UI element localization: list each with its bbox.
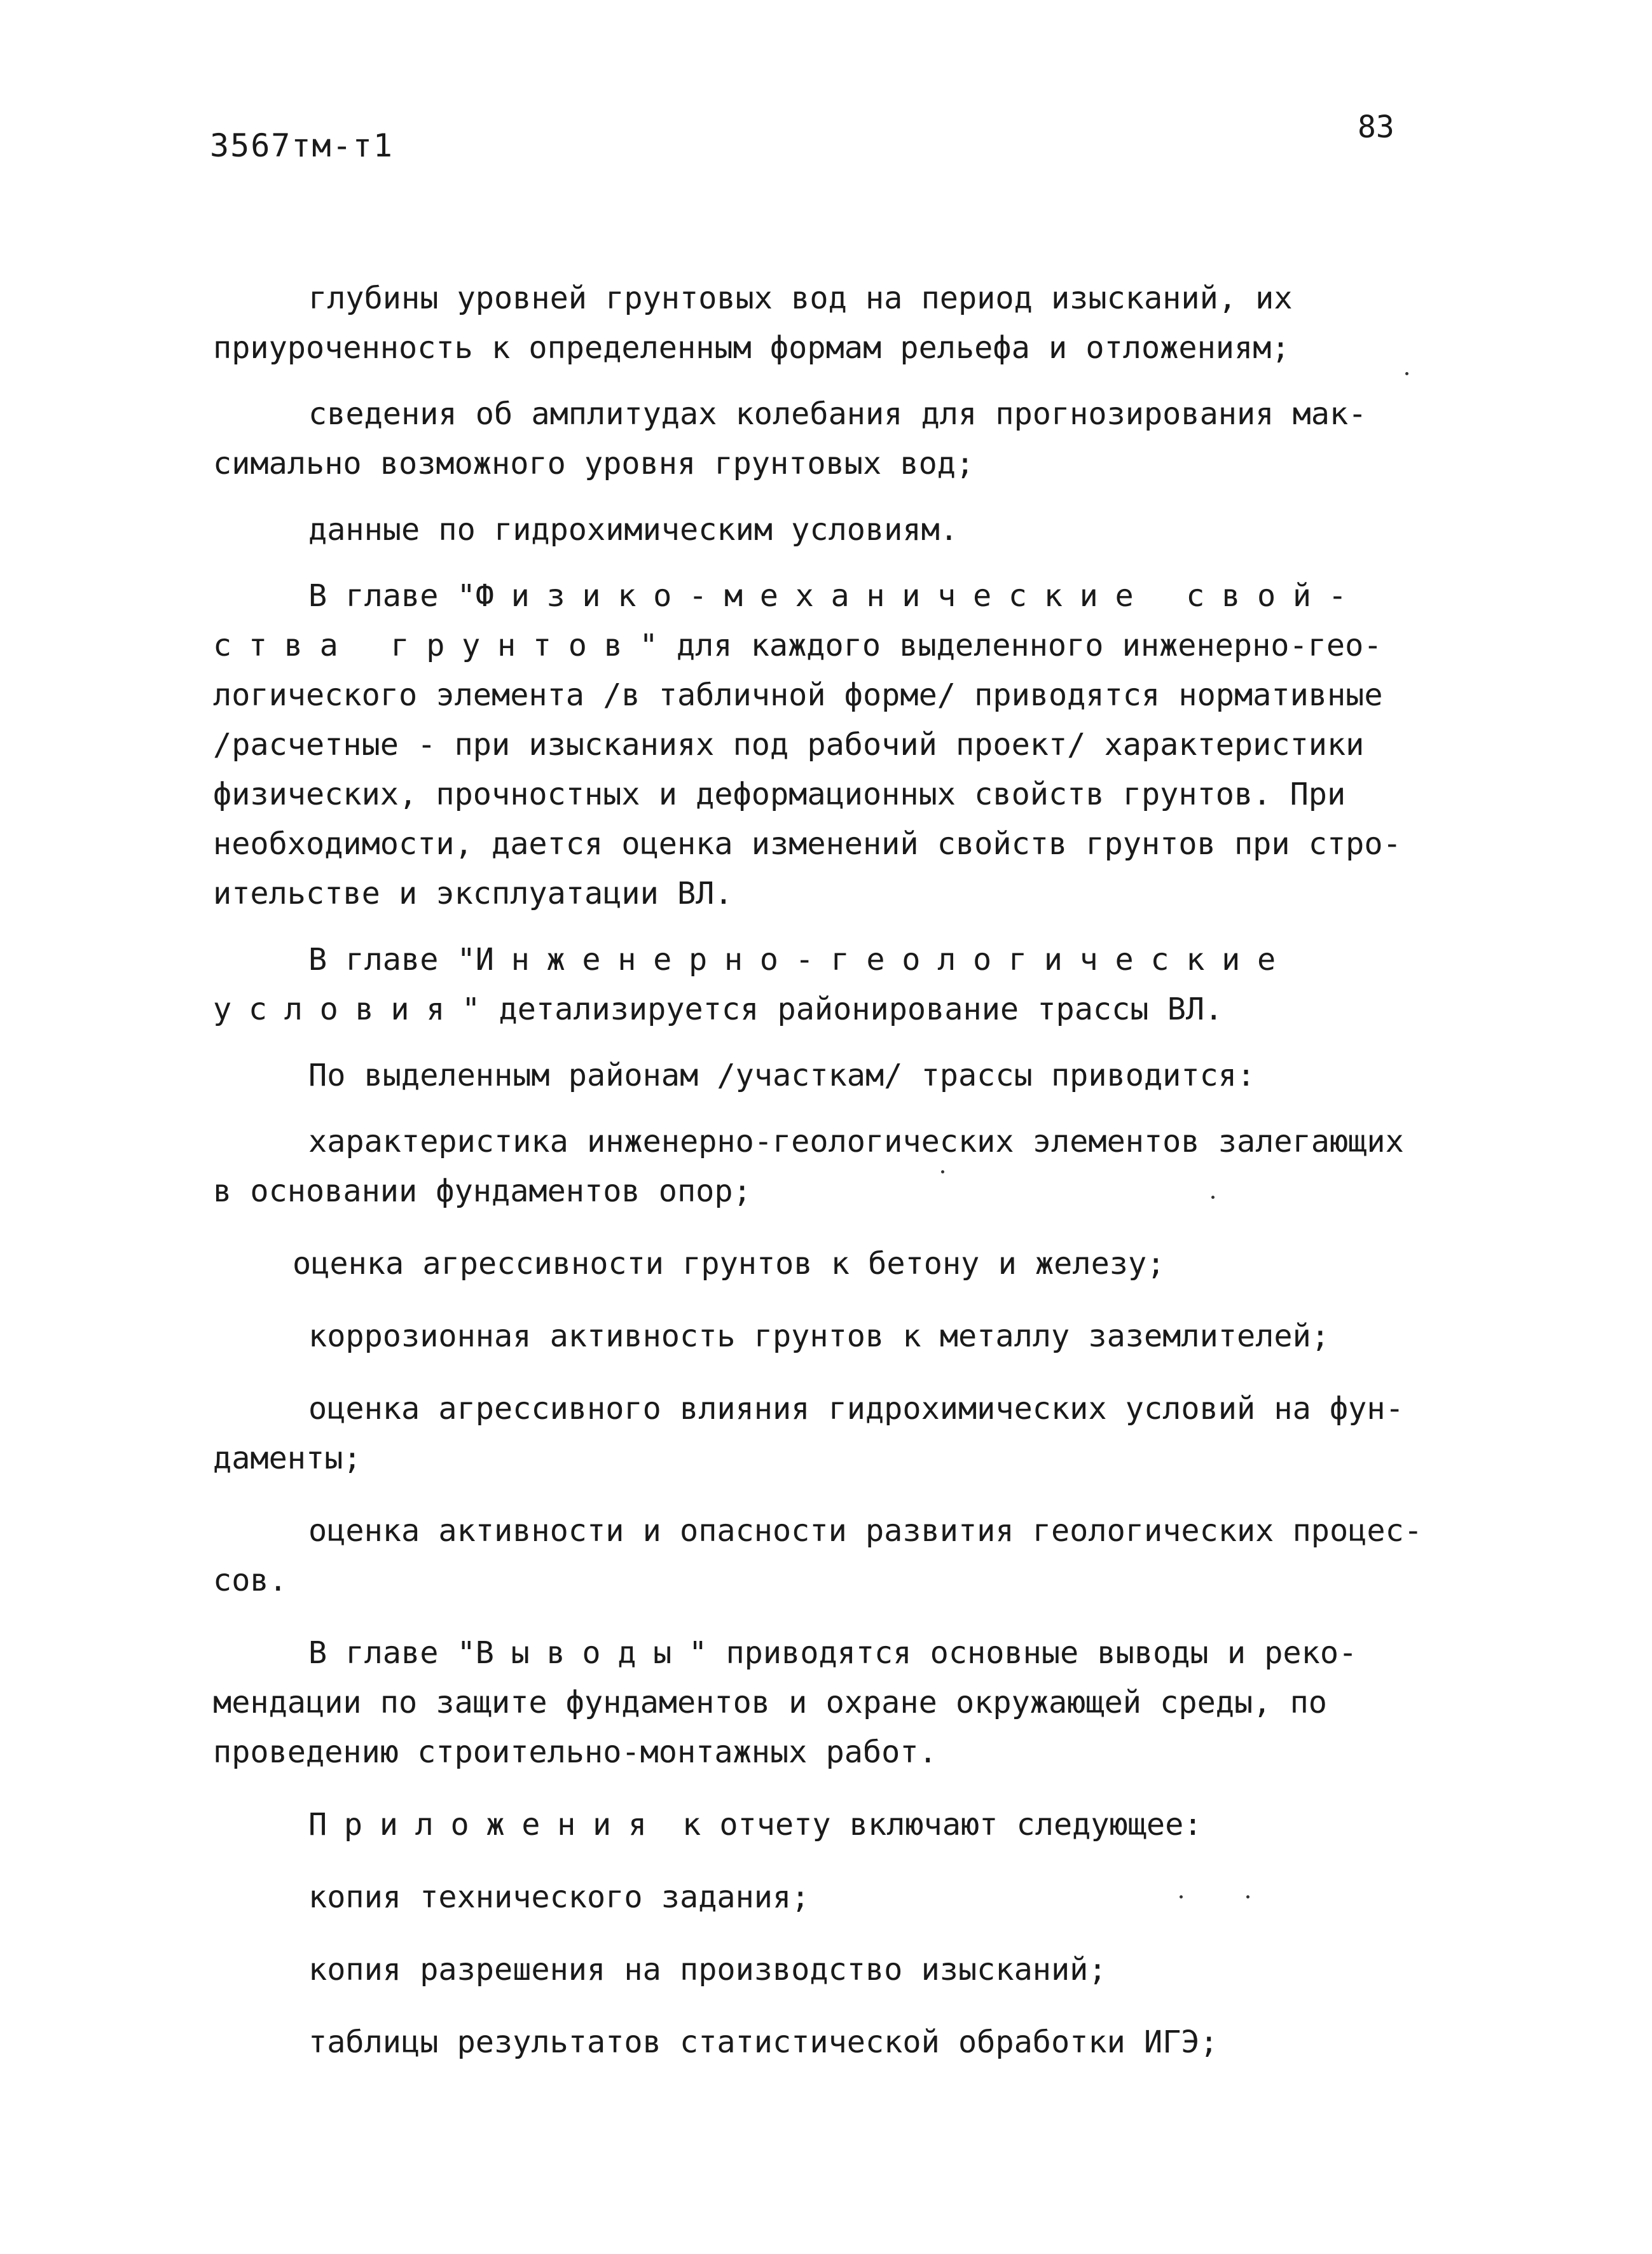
chapter-intro: В главе " <box>308 578 476 614</box>
chapter-title-spaced: условия <box>213 992 462 1027</box>
text-line <box>213 621 1478 670</box>
text-fragment: к отчету включают следующее: <box>663 1807 1202 1843</box>
scan-speck <box>1405 372 1408 375</box>
text-line: мендации по защите фундаментов и охране окружающей среды, по <box>213 1685 1327 1720</box>
text-line: копия разрешения на производство изысканий; <box>308 1952 1107 1988</box>
text-line: сведения об амплитудах колебания для прогнозирования мак- <box>308 396 1367 432</box>
chapter-intro: В главе " <box>308 942 476 978</box>
text-line <box>213 1800 1478 1850</box>
chapter-title-spaced: Физико-механические свой- <box>475 578 1364 614</box>
text-line: коррозионная активность грунтов к металлу заземлителей; <box>308 1318 1330 1354</box>
text-line: копия технического задания; <box>308 1879 810 1915</box>
scan-speck <box>941 1170 944 1173</box>
text-line: даменты; <box>213 1441 362 1476</box>
chapter-title-spaced: Инженерно-геологические <box>475 942 1293 978</box>
body-text <box>213 273 1478 2067</box>
text-fragment: " приводятся основные выводы и реко- <box>689 1635 1358 1671</box>
scan-speck <box>1180 1895 1183 1898</box>
text-line: логического элемента /в табличной форме/ приводятся нормативные <box>213 677 1383 713</box>
text-line <box>213 571 1478 621</box>
text-line: глубины уровней грунтовых вод на период изысканий, их <box>308 280 1293 316</box>
text-line: оценка агрессивного влияния гидрохимических условий на фун- <box>308 1391 1404 1427</box>
text-line: приуроченность к определенным формам рельефа и отложениям; <box>213 330 1290 366</box>
text-line <box>213 985 1478 1034</box>
chapter-title-spaced: ства грунтов <box>213 628 640 663</box>
text-line: симально возможного уровня грунтовых вод; <box>213 446 975 481</box>
text-fragment: " для каждого выделенного инженерно-гео- <box>639 628 1382 663</box>
text-fragment: " детализируется районирование трассы ВЛ. <box>462 992 1223 1027</box>
text-line: характеристика инженерно-геологических элементов залегающих <box>308 1124 1404 1159</box>
text-line: сов. <box>213 1563 287 1598</box>
scan-speck <box>1211 1196 1215 1199</box>
text-line: проведению строительно-монтажных работ. <box>213 1734 937 1770</box>
chapter-intro: В главе " <box>308 1635 476 1671</box>
text-line: данные по гидрохимическим условиям. <box>308 512 958 548</box>
scan-speck <box>1246 1895 1249 1898</box>
text-line: таблицы результатов статистической обработки ИГЭ; <box>308 2024 1218 2060</box>
text-line: /расчетные - при изысканиях под рабочий проект/ характеристики <box>213 727 1365 763</box>
text-line: По выделенным районам /участкам/ трассы приводится: <box>308 1058 1256 1093</box>
text-line: ительстве и эксплуатации ВЛ. <box>213 876 733 911</box>
text-line: оценка агрессивности грунтов к бетону и железу; <box>293 1246 1166 1282</box>
text-line: оценка активности и опасности развития геологических процес- <box>308 1513 1422 1549</box>
chapter-title-spaced: Выводы <box>475 1635 689 1671</box>
text-line <box>213 1628 1478 1678</box>
appendix-heading-spaced: Приложения <box>308 1807 664 1843</box>
text-line <box>213 935 1478 985</box>
text-line: необходимости, дается оценка изменений свойств грунтов при стро- <box>213 826 1401 862</box>
page-number: 83 <box>1358 109 1394 145</box>
document-code: 3567тм-т1 <box>210 127 394 164</box>
text-line: в основании фундаментов опор; <box>213 1173 752 1209</box>
text-line: физических, прочностных и деформационных свойств грунтов. При <box>213 777 1346 812</box>
